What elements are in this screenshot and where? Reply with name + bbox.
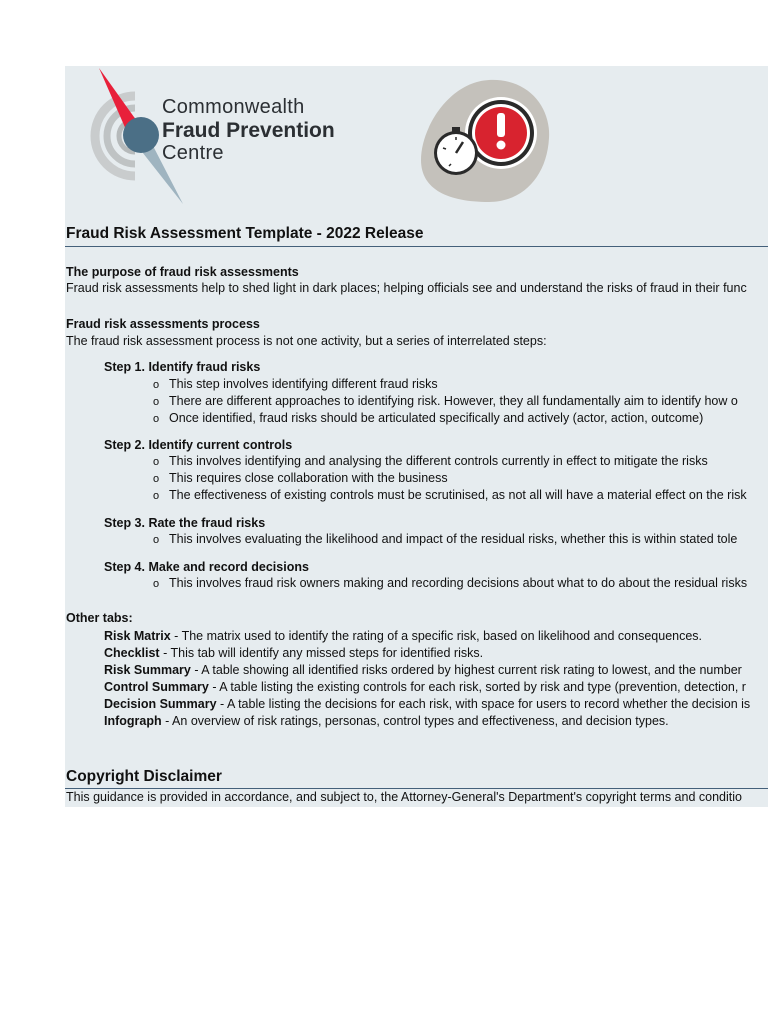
page-title: Fraud Risk Assessment Template - 2022 Release	[66, 225, 424, 242]
purpose-text: Fraud risk assessments help to shed light in dark places; helping officials see and understand the risks of fraud in their func	[66, 281, 747, 295]
other-tab-name: Risk Summary	[104, 663, 191, 677]
purpose-heading: The purpose of fraud risk assessments	[66, 265, 299, 279]
cfpc-logo	[75, 66, 375, 206]
step-3-bullet	[153, 531, 737, 548]
step-1-bullet	[153, 393, 738, 410]
step-2-bullet-text: This involves identifying and analysing the different controls currently in effect to mitigate the risks	[169, 454, 708, 468]
step-1-bullet-text: This step involves identifying different fraud risks	[169, 377, 438, 391]
bullet-marker: o	[153, 413, 160, 425]
bullet-marker: o	[153, 490, 160, 502]
other-tab-item	[104, 628, 702, 644]
step-1-bullet	[153, 410, 703, 427]
step-2-bullet	[153, 453, 708, 470]
bullet-marker: o	[153, 396, 160, 408]
other-tab-item	[104, 696, 750, 712]
step-1-label: Step 1. Identify fraud risks	[104, 360, 261, 374]
other-tab-item	[104, 679, 746, 695]
alert-illustration	[419, 78, 554, 204]
logo-line-commonwealth: Commonwealth	[162, 96, 305, 118]
step-2-bullet	[153, 487, 747, 504]
copyright-text: This guidance is provided in accordance, and subject to, the Attorney-General's Department's copyright terms and conditio	[66, 790, 742, 804]
other-tab-item	[104, 662, 742, 678]
bullet-marker: o	[153, 379, 160, 391]
logo-line-fraud-prevention: Fraud Prevention	[162, 119, 335, 142]
step-4-bullet	[153, 575, 747, 592]
logo-wordmark	[162, 96, 335, 165]
other-tab-desc: - The matrix used to identify the rating of a specific risk, based on likelihood and consequences.	[170, 629, 703, 643]
title-divider	[65, 246, 768, 247]
step-3-bullet-text: This involves evaluating the likelihood and impact of the residual risks, whether this is within stated tole	[169, 532, 738, 546]
bullet-marker: o	[153, 456, 160, 468]
document-sheet	[65, 66, 768, 807]
other-tab-desc: - An overview of risk ratings, personas, control types and effectiveness, and decision types.	[161, 714, 669, 728]
step-2-label: Step 2. Identify current controls	[104, 438, 293, 452]
other-tab-desc: - This tab will identify any missed steps for identified risks.	[159, 646, 484, 660]
step-2-bullet-text: The effectiveness of existing controls must be scrutinised, as not all will have a material effect on the risk	[169, 488, 747, 502]
other-tab-name: Decision Summary	[104, 697, 217, 711]
other-tab-desc: - A table listing the existing controls for each risk, sorted by risk and type (prevention, detection, r	[208, 680, 746, 694]
step-2-bullet	[153, 470, 448, 487]
other-tab-name: Checklist	[104, 646, 160, 660]
step-1-bullet-text: There are different approaches to identifying risk. However, they all fundamentally aim to identify how o	[169, 394, 738, 408]
other-tabs-heading: Other tabs:	[66, 611, 133, 625]
bullet-marker: o	[153, 534, 160, 546]
process-heading: Fraud risk assessments process	[66, 317, 260, 331]
copyright-heading: Copyright Disclaimer	[66, 768, 222, 785]
other-tab-item	[104, 713, 669, 729]
bullet-marker: o	[153, 578, 160, 590]
other-tab-name: Risk Matrix	[104, 629, 171, 643]
other-tab-item	[104, 645, 483, 661]
step-4-label: Step 4. Make and record decisions	[104, 560, 309, 574]
other-tab-name: Infograph	[104, 714, 162, 728]
step-1-bullet-text: Once identified, fraud risks should be articulated specifically and actively (actor, action, outcome)	[169, 411, 704, 425]
logo-line-centre: Centre	[162, 142, 224, 164]
step-3-label: Step 3. Rate the fraud risks	[104, 516, 266, 530]
step-2-bullet-text: This requires close collaboration with the business	[169, 471, 448, 485]
process-intro: The fraud risk assessment process is not one activity, but a series of interrelated steps:	[66, 334, 547, 348]
other-tab-name: Control Summary	[104, 680, 209, 694]
other-tab-desc: - A table listing the decisions for each risk, with space for users to record whether the decision is	[216, 697, 751, 711]
step-4-bullet-text: This involves fraud risk owners making and recording decisions about what to do about the residual risks	[169, 576, 748, 590]
bullet-marker: o	[153, 473, 160, 485]
other-tab-desc: - A table showing all identified risks ordered by highest current risk rating to lowest, and the number	[190, 663, 742, 677]
step-1-bullet	[153, 376, 438, 393]
